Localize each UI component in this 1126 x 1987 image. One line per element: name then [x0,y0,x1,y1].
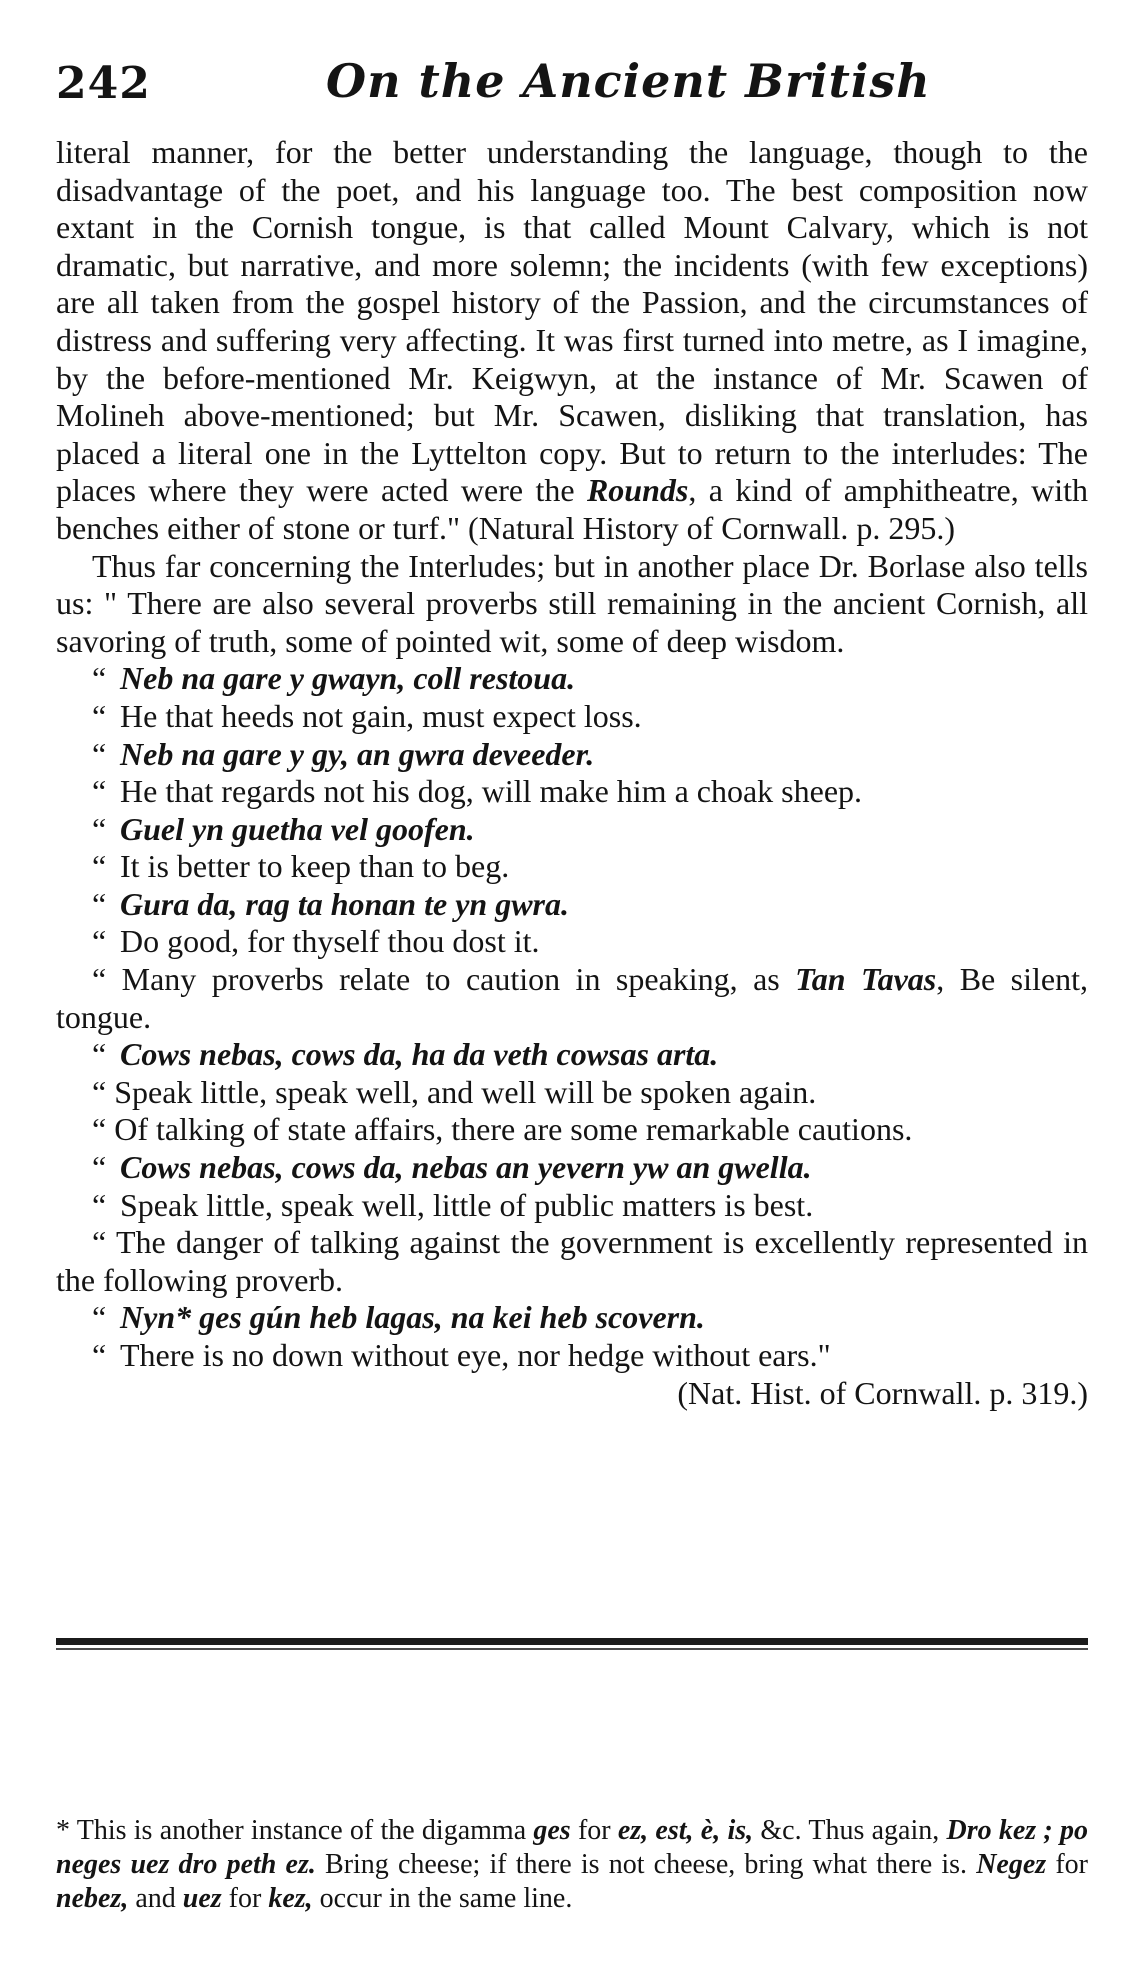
footnote: * This is another instance of the digamma ges for ez, est, è, is, &c. Thus again, Dro kez ; po neges uez dro peth ez. Bring cheese; if there is not cheese, bring what there is. Negez for nebez, and uez for kez, occur in the same line. [56,1815,1088,1914]
paragraph-text-end: , a kind of amphitheatre, with benches either of stone or turf." (Natural History of Cornwall. p. 295.) [56,472,1089,546]
footnote-rule [56,1638,1088,1645]
running-title: On the Ancient British [326,54,931,108]
paragraph-text: literal manner, for the better understanding the language, though to the disadvantage of the poet, and his language too. The best composition now extant in the Cornish tongue, is that called Mount Calvary, which is not dramatic, but narrative, and more solemn; the incidents (with few exceptions) are all taken from the gospel history of the Passion, and the circumstances of distress and suffering very affecting. It was first turned into metre, as I imagine, by the before-mentioned Mr. Keigwyn, at the instance of Mr. Scawen of Molineh above-mentioned; but Mr. Scawen, disliking that translation, has placed a literal one in the Lyttelton copy. But to return to the interludes: The places where they were acted were the [56,134,1088,509]
proverb-english-4: “ Do good, for thyself thou dost it. [92,923,540,960]
paragraph-caution: “ Many proverbs relate to caution in speaking, as Tan Tavas, Be silent, tongue. [56,961,1089,1035]
proverb-english-7: “ There is no down without eye, nor hedge without ears." [92,1337,831,1373]
italic-rounds: Rounds [586,472,689,509]
page-header [56,46,1088,120]
proverb-cornish-6: “ Cows nebas, cows da, nebas an yevern yw an gwella. [92,1149,812,1186]
body-text [56,134,1088,1412]
proverb-cornish-2: “ Neb na gare y gy, an gwra deveeder. [92,735,595,772]
proverb-english-5: “ Speak little, speak well, and well will be spoken again. [92,1073,817,1110]
proverb-english-6: “ Speak little, speak well, little of public matters is best. [92,1186,814,1223]
paragraph-proverbs-intro: Thus far concerning the Interludes; but in another place Dr. Borlase also tells us: " There are also several proverbs still remaining in the ancient Cornish, all savoring of truth, some of pointed wit, some of deep wisdom. [56,547,1088,659]
page-number: 242 [56,58,151,109]
proverb-cornish-7: “ Nyn* ges gún heb lagas, na kei heb scovern. [92,1299,705,1336]
proverb-cornish-1: “ Neb na gare y gwayn, coll restoua. [92,660,576,697]
citation: (Nat. Hist. of Cornwall. p. 319.) [677,1374,1088,1411]
proverb-english-2: “ He that regards not his dog, will make him a choak sheep. [92,773,863,810]
footnote-rule-thin [56,1648,1088,1650]
proverb-cornish-4: “ Gura da, rag ta honan te yn gwra. [92,885,569,922]
page [56,46,1089,1914]
proverb-cornish-5: “ Cows nebas, cows da, ha da veth cowsas arta. [92,1036,719,1073]
paragraph-mount-calvary [56,134,1088,548]
proverb-english-1: “ He that heeds not gain, must expect loss. [92,697,642,734]
proverb-cornish-3: “ Guel yn guetha vel goofen. [92,810,475,847]
proverb-english-3: “ It is better to keep than to beg. [92,848,510,885]
italic-tan-tavas: Tan Tavas [795,961,937,998]
paragraph-state-affairs: “ Of talking of state affairs, there are some remarkable cautions. [92,1111,913,1148]
paragraph-danger: “ The danger of talking against the government is excellently represented in the following proverb. [56,1224,1089,1298]
